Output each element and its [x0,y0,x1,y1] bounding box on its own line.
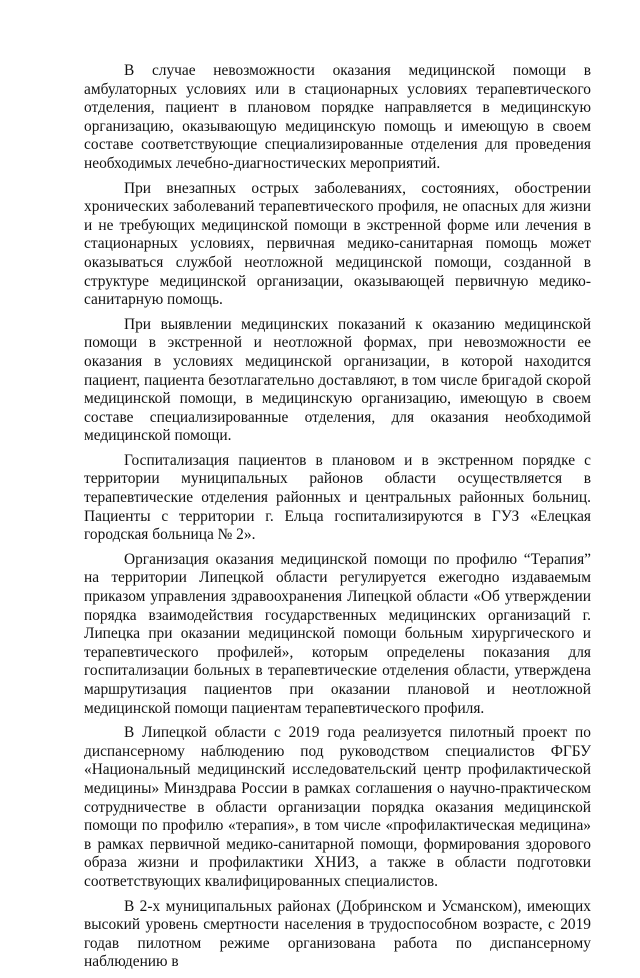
document-body [84,62,591,978]
paragraph-4: Госпитализация пациентов в плановом и в экстренном порядке с территории муниципальных районов области осуществляется в терапевтические отделения районных и центральных районных больниц. Пациенты с территории г. Ельца госпитализируются в ГУЗ «Елецкая городская больница № 2». [84,451,591,544]
paragraph-1: В случае невозможности оказания медицинской помощи в амбулаторных условиях или в стационарных условиях терапевтического отделения, пациент в плановом порядке направляется в медицинскую организацию, оказывающую медицинскую помощь и имеющую в своем составе соответствующие специализированные отделения для проведения необходимых лечебно-диагностических мероприятий. [84,62,591,172]
paragraph-3: При выявлении медицинских показаний к оказанию медицинской помощи в экстренной и неотложной формах, при невозможности ее оказания в условиях медицинской организации, в которой находится пациент, пациента безотлагательно доставляют, в том числе бригадой скорой медицинской помощи, в медицинскую организацию, имеющую в своем составе специализированные отделения, для оказания необходимой медицинской помощи. [84,315,591,445]
paragraph-5: Организация оказания медицинской помощи по профилю “Терапия” на территории Липецкой области регулируется ежегодно издаваемым приказом управления здравоохранения Липецкой области «Об утверждении порядка взаимодействия государственных медицинских организаций г. Липецка при оказании медицинской помощи больным хирургического и терапевтического профилей», которым определены показания для госпитализации больных в терапевтические отделения области, утверждена маршрутизация пациентов при оказании плановой и неотложной медицинской помощи пациентам терапевтического профиля. [84,550,591,717]
paragraph-2: При внезапных острых заболеваниях, состояниях, обострении хронических заболеваний терапевтического профиля, не опасных для жизни и не требующих медицинской помощи в экстренной форме или лечения в стационарных условиях, первичная медико-санитарная помощь может оказываться службой неотложной медицинской помощи, созданной в структуре медицинской организации, оказывающей первичную медико-санитарную помощь. [84,179,591,309]
paragraph-6: В Липецкой области с 2019 года реализуется пилотный проект по диспансерному наблюдению под руководством специалистов ФГБУ «Национальный медицинский исследовательский центр профилактической медицины» Минздрава России в рамках соглашения о научно-практическом сотрудничестве в области организации порядка оказания медицинской помощи по профилю «терапия», в том числе «профилактическая медицина» в рамках первичной медико-санитарной помощи, формирования здорового образа жизни и профилактики ХНИЗ, а также в области подготовки соответствующих квалифицированных специалистов. [84,724,591,890]
paragraph-7: В 2-х муниципальных районах (Добринском и Усманском), имеющих высокий уровень смертности населения в трудоспособном возрасте, с 2019 годав пилотном режиме организована работа по диспансерному наблюдению в [84,897,591,971]
